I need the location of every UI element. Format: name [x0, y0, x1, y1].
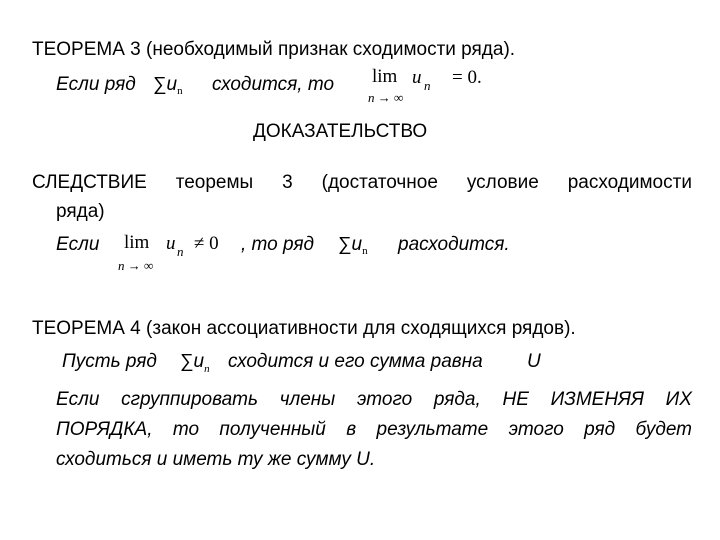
subscript-n: n — [177, 85, 183, 97]
not-equal-zero: ≠ 0 — [194, 233, 219, 254]
corollary-then-series: , то ряд — [241, 234, 315, 255]
corollary-title-line1 — [32, 171, 692, 195]
u-term: u — [166, 233, 176, 254]
corollary-word: СЛЕДСТВИЕ — [32, 172, 147, 193]
equals-zero: = 0. — [452, 67, 482, 88]
theorem4-paragraph-line3: сходиться и иметь ту же сумму U. — [56, 449, 376, 470]
subscript-n: n — [204, 363, 210, 375]
paragraph-word: ряд — [584, 419, 616, 440]
paragraph-word: этого — [508, 419, 564, 440]
lim-subscript: n → ∞ — [118, 258, 154, 273]
paragraph-word: будет — [635, 419, 692, 440]
paragraph-word: Если — [56, 389, 100, 410]
paragraph-word: результате — [376, 419, 489, 440]
corollary-word: 3 — [282, 172, 293, 193]
corollary-word: теоремы — [175, 172, 254, 193]
theorem4-paragraph-line1 — [56, 388, 692, 412]
proof-heading: ДОКАЗАТЕЛЬСТВО — [253, 121, 428, 142]
u-term: u — [412, 67, 422, 88]
subscript-n: n — [424, 78, 431, 93]
subscript-n: n — [177, 244, 184, 259]
paragraph-word: члены — [279, 389, 336, 410]
theorem4-paragraph-line2 — [56, 418, 692, 442]
lim-word: lim — [372, 66, 398, 87]
paragraph-word: то — [172, 419, 200, 440]
sum-symbol: ∑ — [180, 351, 194, 372]
corollary-word: расходимости — [567, 172, 692, 193]
theorem3-converges-then: сходится, то — [212, 74, 335, 95]
theorem4-sum-U: U — [527, 351, 541, 372]
theorem3-if-text: Если ряд — [56, 74, 136, 95]
theorem4-let-series: Пусть ряд — [62, 351, 157, 372]
u-term: u — [166, 74, 178, 95]
corollary-series-symbol — [338, 233, 368, 257]
theorem4-converges-sum: сходится и его сумма равна — [228, 351, 483, 372]
subscript-n: n — [362, 245, 368, 257]
theorem4-series-symbol — [180, 350, 210, 374]
u-term: u — [351, 234, 363, 255]
u-term: u — [193, 351, 205, 372]
theorem3-series-symbol — [153, 73, 183, 97]
corollary-if-text: Если — [56, 234, 100, 255]
paragraph-word: сгруппировать — [121, 389, 258, 410]
lim-word: lim — [124, 232, 150, 253]
sum-symbol: ∑ — [153, 74, 167, 95]
paragraph-word: НЕ — [502, 389, 529, 410]
sum-symbol: ∑ — [338, 234, 352, 255]
paragraph-word: ряда, — [433, 389, 481, 410]
corollary-word: (достаточное — [321, 172, 438, 193]
theorem3-title: ТЕОРЕМА 3 (необходимый признак сходимости ряда). — [32, 39, 516, 60]
corollary-title-line2: ряда) — [56, 201, 105, 222]
corollary-word: условие — [466, 172, 539, 193]
paragraph-word: полученный — [219, 419, 326, 440]
paragraph-word: этого — [356, 389, 413, 410]
paragraph-word: ПОРЯДКА, — [56, 419, 153, 440]
paragraph-word: ИЗМЕНЯЯ — [550, 389, 644, 410]
paragraph-word: ИХ — [665, 389, 692, 410]
corollary-diverges: расходится. — [398, 234, 510, 255]
paragraph-word: в — [346, 419, 357, 440]
theorem4-title: ТЕОРЕМА 4 (закон ассоциативности для сходящихся рядов). — [32, 318, 576, 339]
lim-subscript: n → ∞ — [368, 90, 404, 105]
